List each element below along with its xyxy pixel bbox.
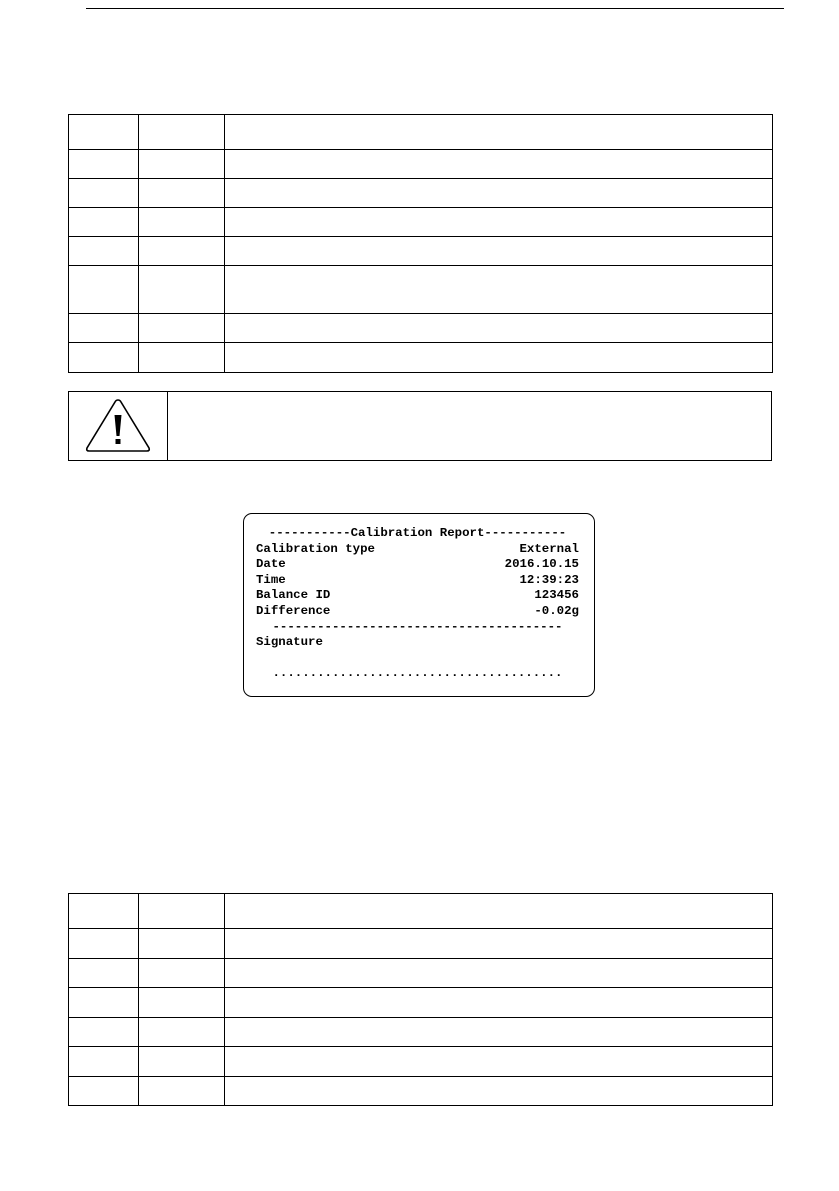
field-value: External xyxy=(519,541,579,556)
report-gap xyxy=(256,651,579,667)
table-cell xyxy=(225,208,773,237)
table-cell xyxy=(69,343,139,373)
field-label: Calibration type xyxy=(256,541,375,556)
table-cell xyxy=(69,237,139,266)
table-row xyxy=(69,1018,773,1047)
table-cell xyxy=(225,1047,773,1077)
table-cell xyxy=(69,1047,139,1077)
table-row xyxy=(69,343,773,373)
table-cell xyxy=(139,237,225,266)
table-cell xyxy=(225,1018,773,1047)
table-cell xyxy=(139,959,225,988)
table-row xyxy=(69,1047,773,1077)
table-cell xyxy=(225,1077,773,1106)
table-cell xyxy=(139,1018,225,1047)
table-row xyxy=(69,894,773,929)
field-label: Date xyxy=(256,557,286,572)
table-cell xyxy=(225,988,773,1018)
table-cell xyxy=(225,314,773,343)
warning-icon-cell xyxy=(69,392,168,460)
table-cell xyxy=(139,150,225,179)
report-field-time xyxy=(256,573,579,589)
table-cell xyxy=(139,343,225,373)
report-signature-label xyxy=(256,635,579,651)
table-cell xyxy=(139,179,225,208)
table-row xyxy=(69,988,773,1018)
report-field-difference xyxy=(256,604,579,620)
table-cell xyxy=(69,929,139,959)
table-cell xyxy=(139,266,225,314)
page-header-rule xyxy=(86,8,784,9)
table-cell xyxy=(69,179,139,208)
table-cell xyxy=(69,150,139,179)
field-label: Difference xyxy=(256,603,331,618)
table-cell xyxy=(225,894,773,929)
table-row xyxy=(69,959,773,988)
table-cell xyxy=(225,266,773,314)
table-cell xyxy=(139,894,225,929)
report-separator: --------------------------------------- xyxy=(272,619,563,634)
table-cell xyxy=(225,237,773,266)
table-cell xyxy=(69,988,139,1018)
table-cell xyxy=(225,959,773,988)
table-cell xyxy=(69,208,139,237)
table-cell xyxy=(69,894,139,929)
signature-label: Signature xyxy=(256,635,323,650)
table-row xyxy=(69,150,773,179)
table-row xyxy=(69,929,773,959)
field-value: -0.02g xyxy=(534,603,579,618)
report-signature-line: ....................................... xyxy=(272,666,563,681)
table-cell xyxy=(69,266,139,314)
table-cell xyxy=(69,959,139,988)
report-field-date xyxy=(256,557,579,573)
parameter-table-bottom xyxy=(68,893,773,1106)
table-cell xyxy=(139,314,225,343)
table-row xyxy=(69,208,773,237)
table-cell xyxy=(225,150,773,179)
field-value: 12:39:23 xyxy=(519,572,579,587)
table-cell xyxy=(69,314,139,343)
table-row xyxy=(69,1077,773,1106)
table-row xyxy=(69,314,773,343)
field-label: Time xyxy=(256,572,286,587)
table-cell xyxy=(225,929,773,959)
report-field-balance-id xyxy=(256,588,579,604)
table-cell xyxy=(225,115,773,150)
calibration-report-printout xyxy=(243,513,595,697)
table-cell xyxy=(139,929,225,959)
report-header: -----------Calibration Report----------- xyxy=(268,526,567,540)
table-row xyxy=(69,115,773,150)
field-value: 2016.10.15 xyxy=(504,557,579,572)
table-cell xyxy=(225,343,773,373)
table-cell xyxy=(139,1047,225,1077)
warning-triangle-icon xyxy=(82,396,154,456)
report-field-calibration-type xyxy=(256,542,579,558)
table-cell xyxy=(139,1077,225,1106)
table-cell xyxy=(139,988,225,1018)
field-label: Balance ID xyxy=(256,588,331,603)
field-value: 123456 xyxy=(534,588,579,603)
table-cell xyxy=(69,1077,139,1106)
table-row xyxy=(69,237,773,266)
table-cell xyxy=(69,115,139,150)
table-row xyxy=(69,179,773,208)
table-cell xyxy=(139,208,225,237)
table-cell xyxy=(139,115,225,150)
table-cell xyxy=(69,1018,139,1047)
table-cell xyxy=(225,179,773,208)
warning-notice xyxy=(68,391,772,461)
parameter-table-top xyxy=(68,114,773,373)
table-row xyxy=(69,266,773,314)
